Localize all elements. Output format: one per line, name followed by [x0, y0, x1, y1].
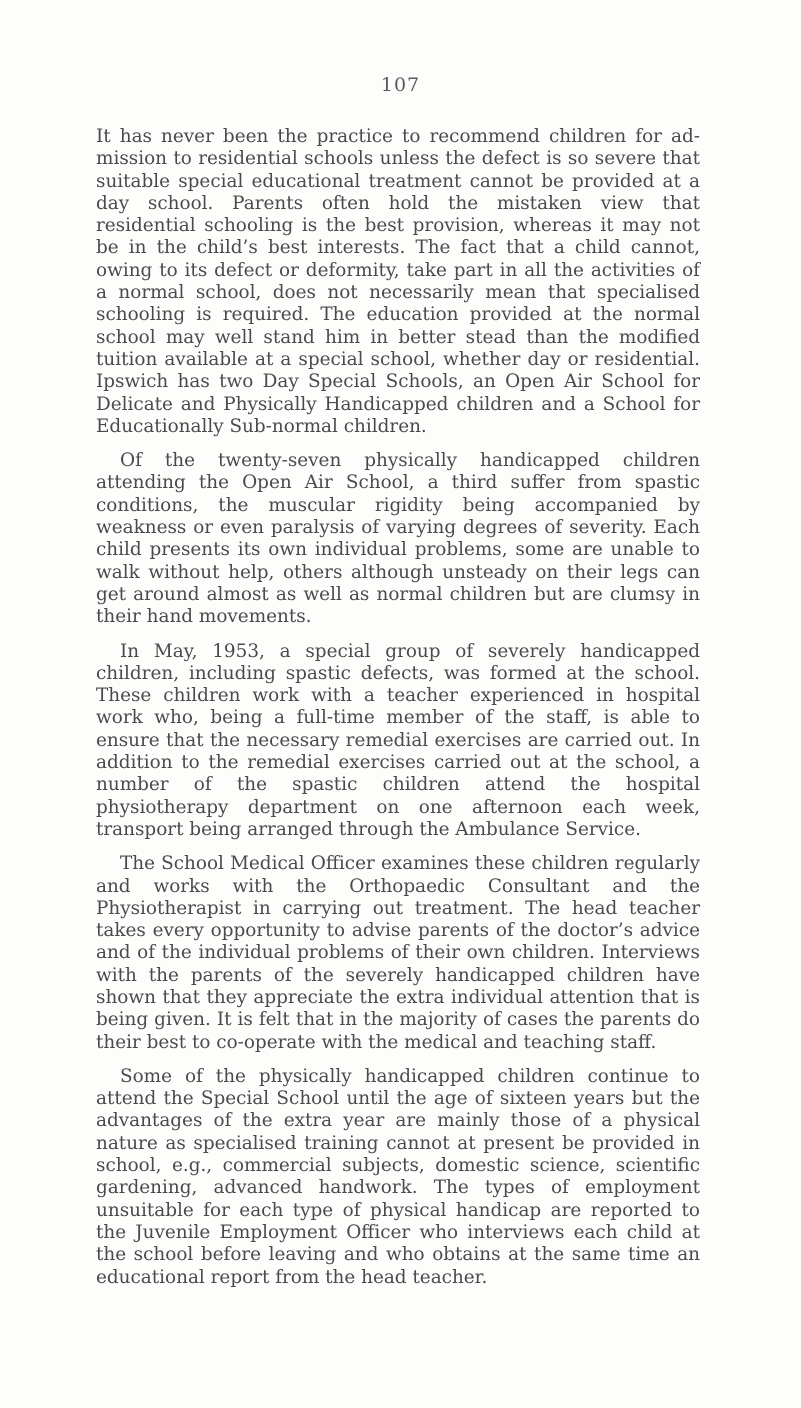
paragraph-medical-officer: The School Medical Officer examines these children regularly and works with the Orthopaedic Consultant and the Physiotherapist in carrying out treatment. The head teacher takes every opportunity to advise parents of the doctor’s advice and of the individual problems of their own children. Interviews with the parents of the severely handicapped children have shown that they appreciate the extra individual attention that is being given. It is felt that in the majority of cases the parents do their best to co-operate with the medical and teaching staff.	[96, 853, 700, 1053]
page-number: 107	[380, 74, 421, 96]
paragraph-employment: Some of the physically handicapped children continue to attend the Special School until the age of sixteen years but the advantages of the extra year are mainly those of a physical nature as specialised training cannot at present be provided in school, e.g., commercial subjects, domestic science, scientific gardening, advanced handwork. The types of employment unsuitable for each type of physical handicap are reported to the Juvenile Employment Officer who interviews each child at the school before leaving and who obtains at the same time an educational report from the head teacher.	[96, 1065, 700, 1288]
paragraph-open-air-school: Of the twenty-seven physically handicapped children attending the Open Air School, a third suffer from spastic conditions, the muscular rigidity being accompanied by weakness or even paralysis of varying degrees of severity. Each child presents its own individual problems, some are unable to walk without help, others although unsteady on their legs can get around almost as well as normal children but are clumsy in their hand movements.	[96, 450, 700, 628]
body-text	[96, 126, 700, 1289]
paragraph-special-group: In May, 1953, a special group of severely handicapped children, including spastic defects, was formed at the school. These children work with a teacher experienced in hospital work who, being a full-time member of the staff, is able to ensure that the necessary remedial exercises are carried out. In addition to the remedial exercises carried out at the school, a number of the spastic children attend the hospital physiotherapy department on one afternoon each week, transport being arranged through the Ambulance Service.	[96, 640, 700, 840]
paragraph-residential-schools: It has never been the practice to recommend children for ad-mission to residential schools unless the defect is so severe that suitable special educational treatment cannot be provided at a day school. Parents often hold the mistaken view that residential schooling is the best provision, whereas it may not be in the child’s best interests. The fact that a child cannot, owing to its defect or deformity, take part in all the activities of a normal school, does not necessarily mean that specialised schooling is required. The education provided at the normal school may well stand him in better stead than the modified tuition available at a special school, whether day or residential. Ipswich has two Day Special Schools, an Open Air School for Delicate and Physically Handicapped children and a School for Educationally Sub-normal children.	[96, 126, 700, 437]
